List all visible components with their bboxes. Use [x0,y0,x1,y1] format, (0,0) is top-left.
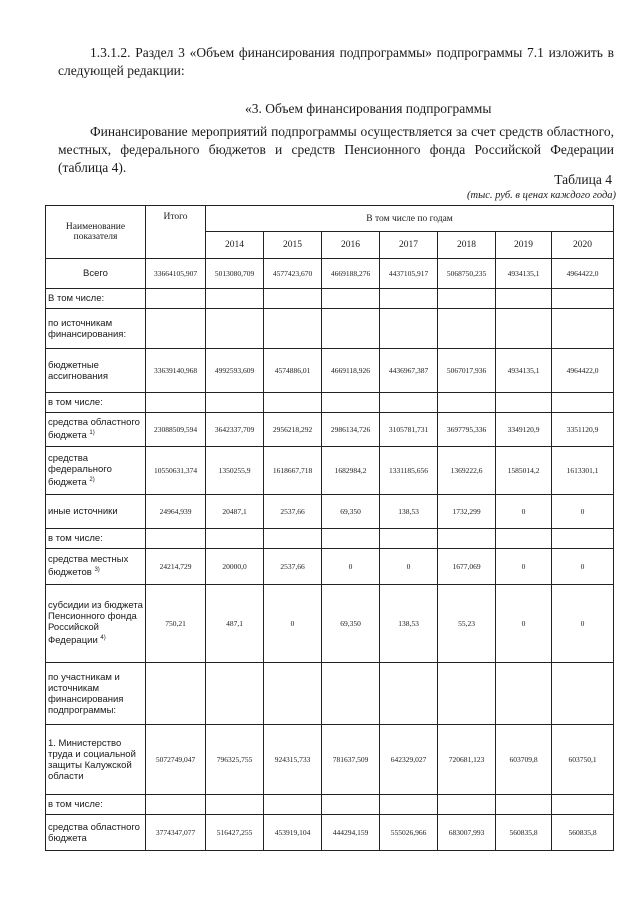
table-caption: Таблица 4 [554,172,612,187]
table-row [46,585,614,663]
paragraph-financing: Финансирование мероприятий подпрограммы осуществляется за счет средств областного, местных, федерального бюджетов и средств Пенсионного фонда Российской Федерации (таблица 4). [58,124,614,175]
value-cell: 516427,255 [206,815,264,851]
value-cell: 3642337,709 [206,413,264,447]
value-cell: 683007,993 [438,815,496,851]
value-cell: 4934135,1 [496,349,552,393]
row-label: средства областного бюджета $^{1)}$ [46,413,146,447]
value-cell: 5013080,709 [206,259,264,289]
value-cell: 3697795,336 [438,413,496,447]
value-cell [322,663,380,725]
value-cell: 560835,8 [496,815,552,851]
value-cell [496,309,552,349]
row-label: по участникам и источникам финансирования подпрограммы: [46,663,146,725]
section-heading: «3. Объем финансирования подпрограммы [245,101,492,116]
value-cell [322,529,380,549]
value-cell [322,795,380,815]
value-cell [496,529,552,549]
value-cell [206,529,264,549]
value-cell: 720681,123 [438,725,496,795]
value-cell: 1585014,2 [496,447,552,495]
row-label: средства местных бюджетов $^{3)}$ [46,549,146,585]
value-cell: 0 [552,495,614,529]
year-header: 2015 [264,232,322,259]
value-cell [146,529,206,549]
header-years: В том числе по годам [206,206,614,232]
value-cell: 69,350 [322,585,380,663]
table-row [46,815,614,851]
value-cell [146,663,206,725]
value-cell: 4577423,670 [264,259,322,289]
financing-table [45,205,614,851]
value-cell: 781637,509 [322,725,380,795]
table-row [46,495,614,529]
value-cell: 20487,1 [206,495,264,529]
value-cell [264,663,322,725]
row-label: субсидии из бюджета Пенсионного фонда Российской Федерации $^{4)}$ [46,585,146,663]
value-cell [496,393,552,413]
table-row [46,413,614,447]
header-name: Наименование показателя [46,206,146,259]
table-row [46,259,614,289]
year-header: 2014 [206,232,264,259]
value-cell: 69,350 [322,495,380,529]
row-label: по источникам финансирования: [46,309,146,349]
value-cell [206,795,264,815]
table-row [46,725,614,795]
value-cell [552,795,614,815]
value-cell [552,393,614,413]
value-cell: 0 [552,585,614,663]
table-row [46,309,614,349]
paragraph-section-change: 1.3.1.2. Раздел 3 «Объем финансирования подпрограммы» подпрограммы 7.1 изложить в следующей редакции: [58,45,614,78]
value-cell [552,309,614,349]
value-cell: 4669188,276 [322,259,380,289]
year-header: 2016 [322,232,380,259]
table-row [46,289,614,309]
value-cell: 1369222,6 [438,447,496,495]
value-cell [206,393,264,413]
value-cell: 24214,729 [146,549,206,585]
year-header: 2017 [380,232,438,259]
value-cell: 0 [496,495,552,529]
value-cell: 138,53 [380,495,438,529]
value-cell [438,309,496,349]
value-cell [438,663,496,725]
table-row [46,447,614,495]
table-units: (тыс. руб. в ценах каждого года) [467,190,616,201]
table-row [46,663,614,725]
row-label: бюджетные ассигнования [46,349,146,393]
value-cell [380,795,438,815]
value-cell [146,795,206,815]
value-cell: 5067017,936 [438,349,496,393]
value-cell: 1682984,2 [322,447,380,495]
value-cell: 4992593,609 [206,349,264,393]
value-cell [380,529,438,549]
value-cell: 796325,755 [206,725,264,795]
value-cell [322,393,380,413]
value-cell [380,309,438,349]
header-total: Итого [146,206,206,259]
table-row [46,349,614,393]
row-label: Всего [46,259,146,289]
value-cell: 555026,966 [380,815,438,851]
value-cell: 1618667,718 [264,447,322,495]
value-cell [322,309,380,349]
value-cell: 4669118,926 [322,349,380,393]
table-row [46,393,614,413]
value-cell [264,289,322,309]
value-cell: 3105781,731 [380,413,438,447]
value-cell: 0 [552,549,614,585]
row-label: 1. Министерство труда и социальной защиты Калужской области [46,725,146,795]
value-cell [206,289,264,309]
year-header: 2020 [552,232,614,259]
value-cell [438,393,496,413]
value-cell: 1350255,9 [206,447,264,495]
value-cell [438,529,496,549]
value-cell [146,393,206,413]
value-cell: 4964422,0 [552,349,614,393]
value-cell: 642329,027 [380,725,438,795]
value-cell [380,289,438,309]
value-cell: 603709,8 [496,725,552,795]
value-cell [380,663,438,725]
row-label: средства областного бюджета [46,815,146,851]
value-cell: 20000,0 [206,549,264,585]
value-cell: 10550631,374 [146,447,206,495]
value-cell: 2537,66 [264,495,322,529]
row-label: иные источники [46,495,146,529]
value-cell: 2956218,292 [264,413,322,447]
value-cell [206,663,264,725]
value-cell [264,309,322,349]
value-cell: 4964422,0 [552,259,614,289]
value-cell: 4934135,1 [496,259,552,289]
value-cell: 1732,299 [438,495,496,529]
value-cell [438,289,496,309]
year-header: 2019 [496,232,552,259]
value-cell: 487,1 [206,585,264,663]
value-cell: 5068750,235 [438,259,496,289]
table-row [46,795,614,815]
value-cell: 0 [496,585,552,663]
value-cell [264,795,322,815]
value-cell: 4436967,387 [380,349,438,393]
value-cell [552,529,614,549]
row-label: в том числе: [46,393,146,413]
value-cell [264,393,322,413]
value-cell [496,289,552,309]
row-label: В том числе: [46,289,146,309]
value-cell: 2537,66 [264,549,322,585]
value-cell: 2986134,726 [322,413,380,447]
value-cell: 1331185,656 [380,447,438,495]
value-cell: 0 [380,549,438,585]
value-cell: 4574886,01 [264,349,322,393]
row-label: в том числе: [46,795,146,815]
value-cell: 5072749,047 [146,725,206,795]
value-cell: 444294,159 [322,815,380,851]
value-cell [552,289,614,309]
value-cell [146,289,206,309]
year-header: 2018 [438,232,496,259]
table-row [46,549,614,585]
value-cell [438,795,496,815]
value-cell: 23088509,594 [146,413,206,447]
value-cell: 4437105,917 [380,259,438,289]
value-cell: 0 [264,585,322,663]
value-cell: 0 [322,549,380,585]
value-cell: 1613301,1 [552,447,614,495]
value-cell [380,393,438,413]
value-cell [146,309,206,349]
value-cell: 33664105,907 [146,259,206,289]
value-cell [496,663,552,725]
value-cell: 3774347,077 [146,815,206,851]
value-cell [206,309,264,349]
value-cell: 3349120,9 [496,413,552,447]
row-label: средства федерального бюджета $^{2)}$ [46,447,146,495]
value-cell: 24964,939 [146,495,206,529]
value-cell: 750,21 [146,585,206,663]
value-cell: 603750,1 [552,725,614,795]
value-cell: 33639140,968 [146,349,206,393]
value-cell [322,289,380,309]
value-cell: 560835,8 [552,815,614,851]
value-cell: 0 [496,549,552,585]
value-cell: 55,23 [438,585,496,663]
table-row [46,529,614,549]
value-cell: 924315,733 [264,725,322,795]
value-cell [264,529,322,549]
value-cell [552,663,614,725]
value-cell: 1677,069 [438,549,496,585]
value-cell: 138,53 [380,585,438,663]
value-cell: 3351120,9 [552,413,614,447]
value-cell [496,795,552,815]
value-cell: 453919,104 [264,815,322,851]
row-label: в том числе: [46,529,146,549]
